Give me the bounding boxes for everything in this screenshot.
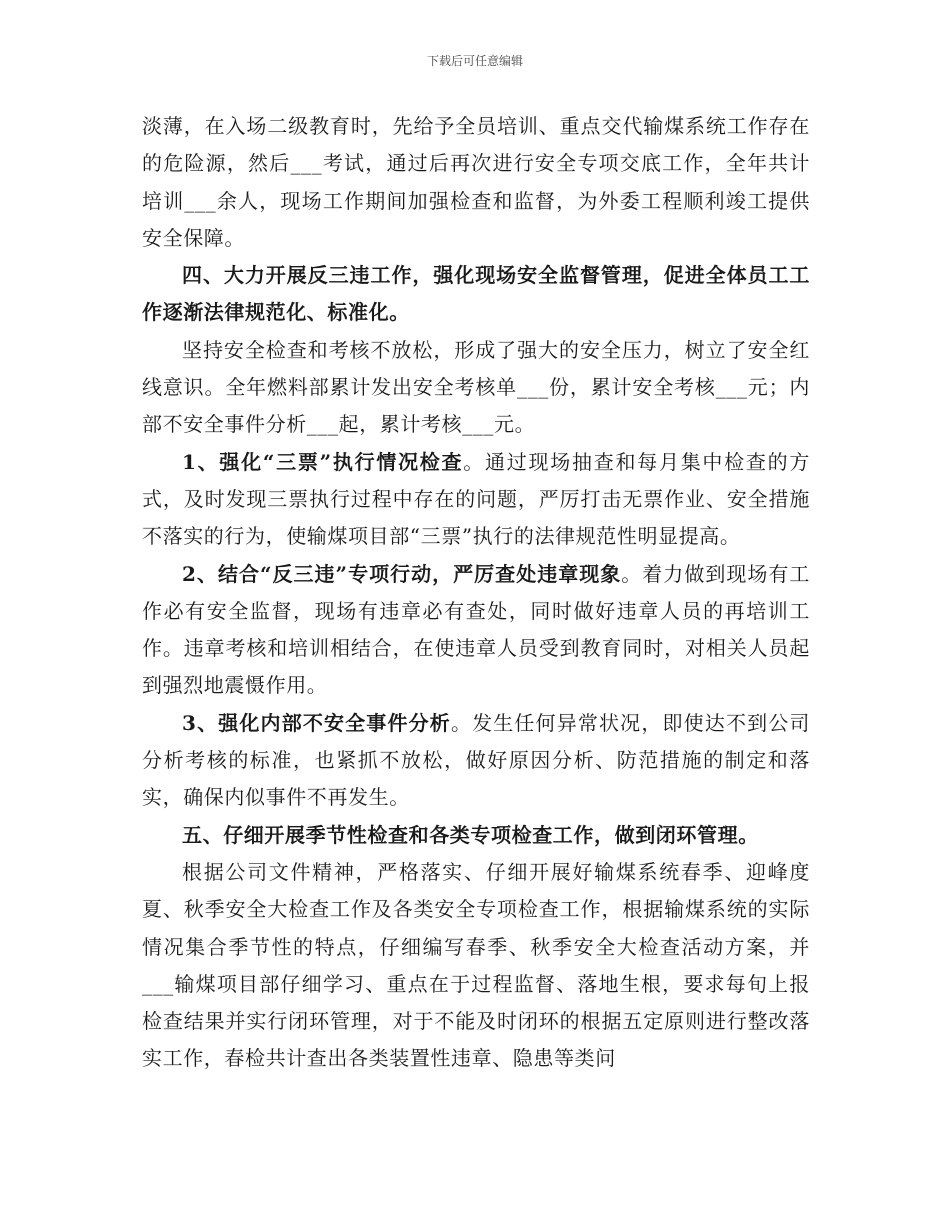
- paragraph-item-2: [142, 556, 810, 705]
- paragraph: [142, 854, 810, 1078]
- section-heading-5: [142, 817, 810, 854]
- page-header-note: 下载后可任意编辑: [426, 54, 523, 68]
- paragraph-item-3: [142, 705, 810, 817]
- paragraph-text: 。发生任何异常状况，即使达不到公司分析考核的标准，也紧抓不放松，做好原因分析、防范措施的制定和落实，确保内似事件不再发生。: [142, 710, 811, 810]
- paragraph-text: 淡薄，在入场二级教育时，先给予全员培训、重点交代输煤系统工作存在的危险源，然后___考试，通过后再次进行安全专项交底工作，全年共计培训___余人，现场工作期间加强检查和监督，为外委工程顺利竣工提供安全保障。: [142, 114, 810, 250]
- paragraph: [142, 332, 810, 444]
- section-heading-4: [142, 257, 810, 332]
- item-lead: 1、强化“三票”执行情况检查: [182, 449, 464, 474]
- item-lead: 3、强化内部不安全事件分析: [182, 710, 451, 735]
- document-body: [142, 108, 810, 1078]
- paragraph-text: 。通过现场抽查和每月集中检查的方式，及时发现三票执行过程中存在的问题，严厉打击无票作业、安全措施不落实的行为，使输煤项目部“三票”执行的法律规范性明显提高。: [142, 449, 810, 549]
- paragraph-item-1: [142, 444, 810, 556]
- paragraph-text: 。着力做到现场有工作必有安全监督，现场有违章必有查处，同时做好违章人员的再培训工作。违章考核和培训相结合，在使违章人员受到教育同时，对相关人员起到强烈地震慑作用。: [142, 561, 811, 698]
- heading-text: 四、大力开展反三违工作，强化现场安全监督管理，促进全体员工工作逐渐法律规范化、标准化。: [142, 263, 810, 325]
- paragraph-continuation: [142, 108, 810, 257]
- item-lead: 2、结合“反三违”专项行动，严厉查处违章现象: [182, 561, 622, 586]
- paragraph-text: 坚持安全检查和考核不放松，形成了强大的安全压力，树立了安全红线意识。全年燃料部累计发出安全考核单___份，累计安全考核___元；内部不安全事件分析___起，累计考核___元。: [142, 337, 810, 437]
- paragraph-text: 根据公司文件精神，严格落实、仔细开展好输煤系统春季、迎峰度夏、秋季安全大检查工作及各类安全专项检查工作，根据输煤系统的实际情况集合季节性的特点，仔细编写春季、秋季安全大检查活动方案，并___输煤项目部仔细学习、重点在于过程监督、落地生根，要求每旬上报检查结果并实行闭环管理，对于不能及时闭环的根据五定原则进行整改落实工作，春检共计查出各类装置性违章、隐患等类问: [142, 859, 810, 1071]
- heading-text: 五、仔细开展季节性检查和各类专项检查工作，做到闭环管理。: [182, 822, 759, 847]
